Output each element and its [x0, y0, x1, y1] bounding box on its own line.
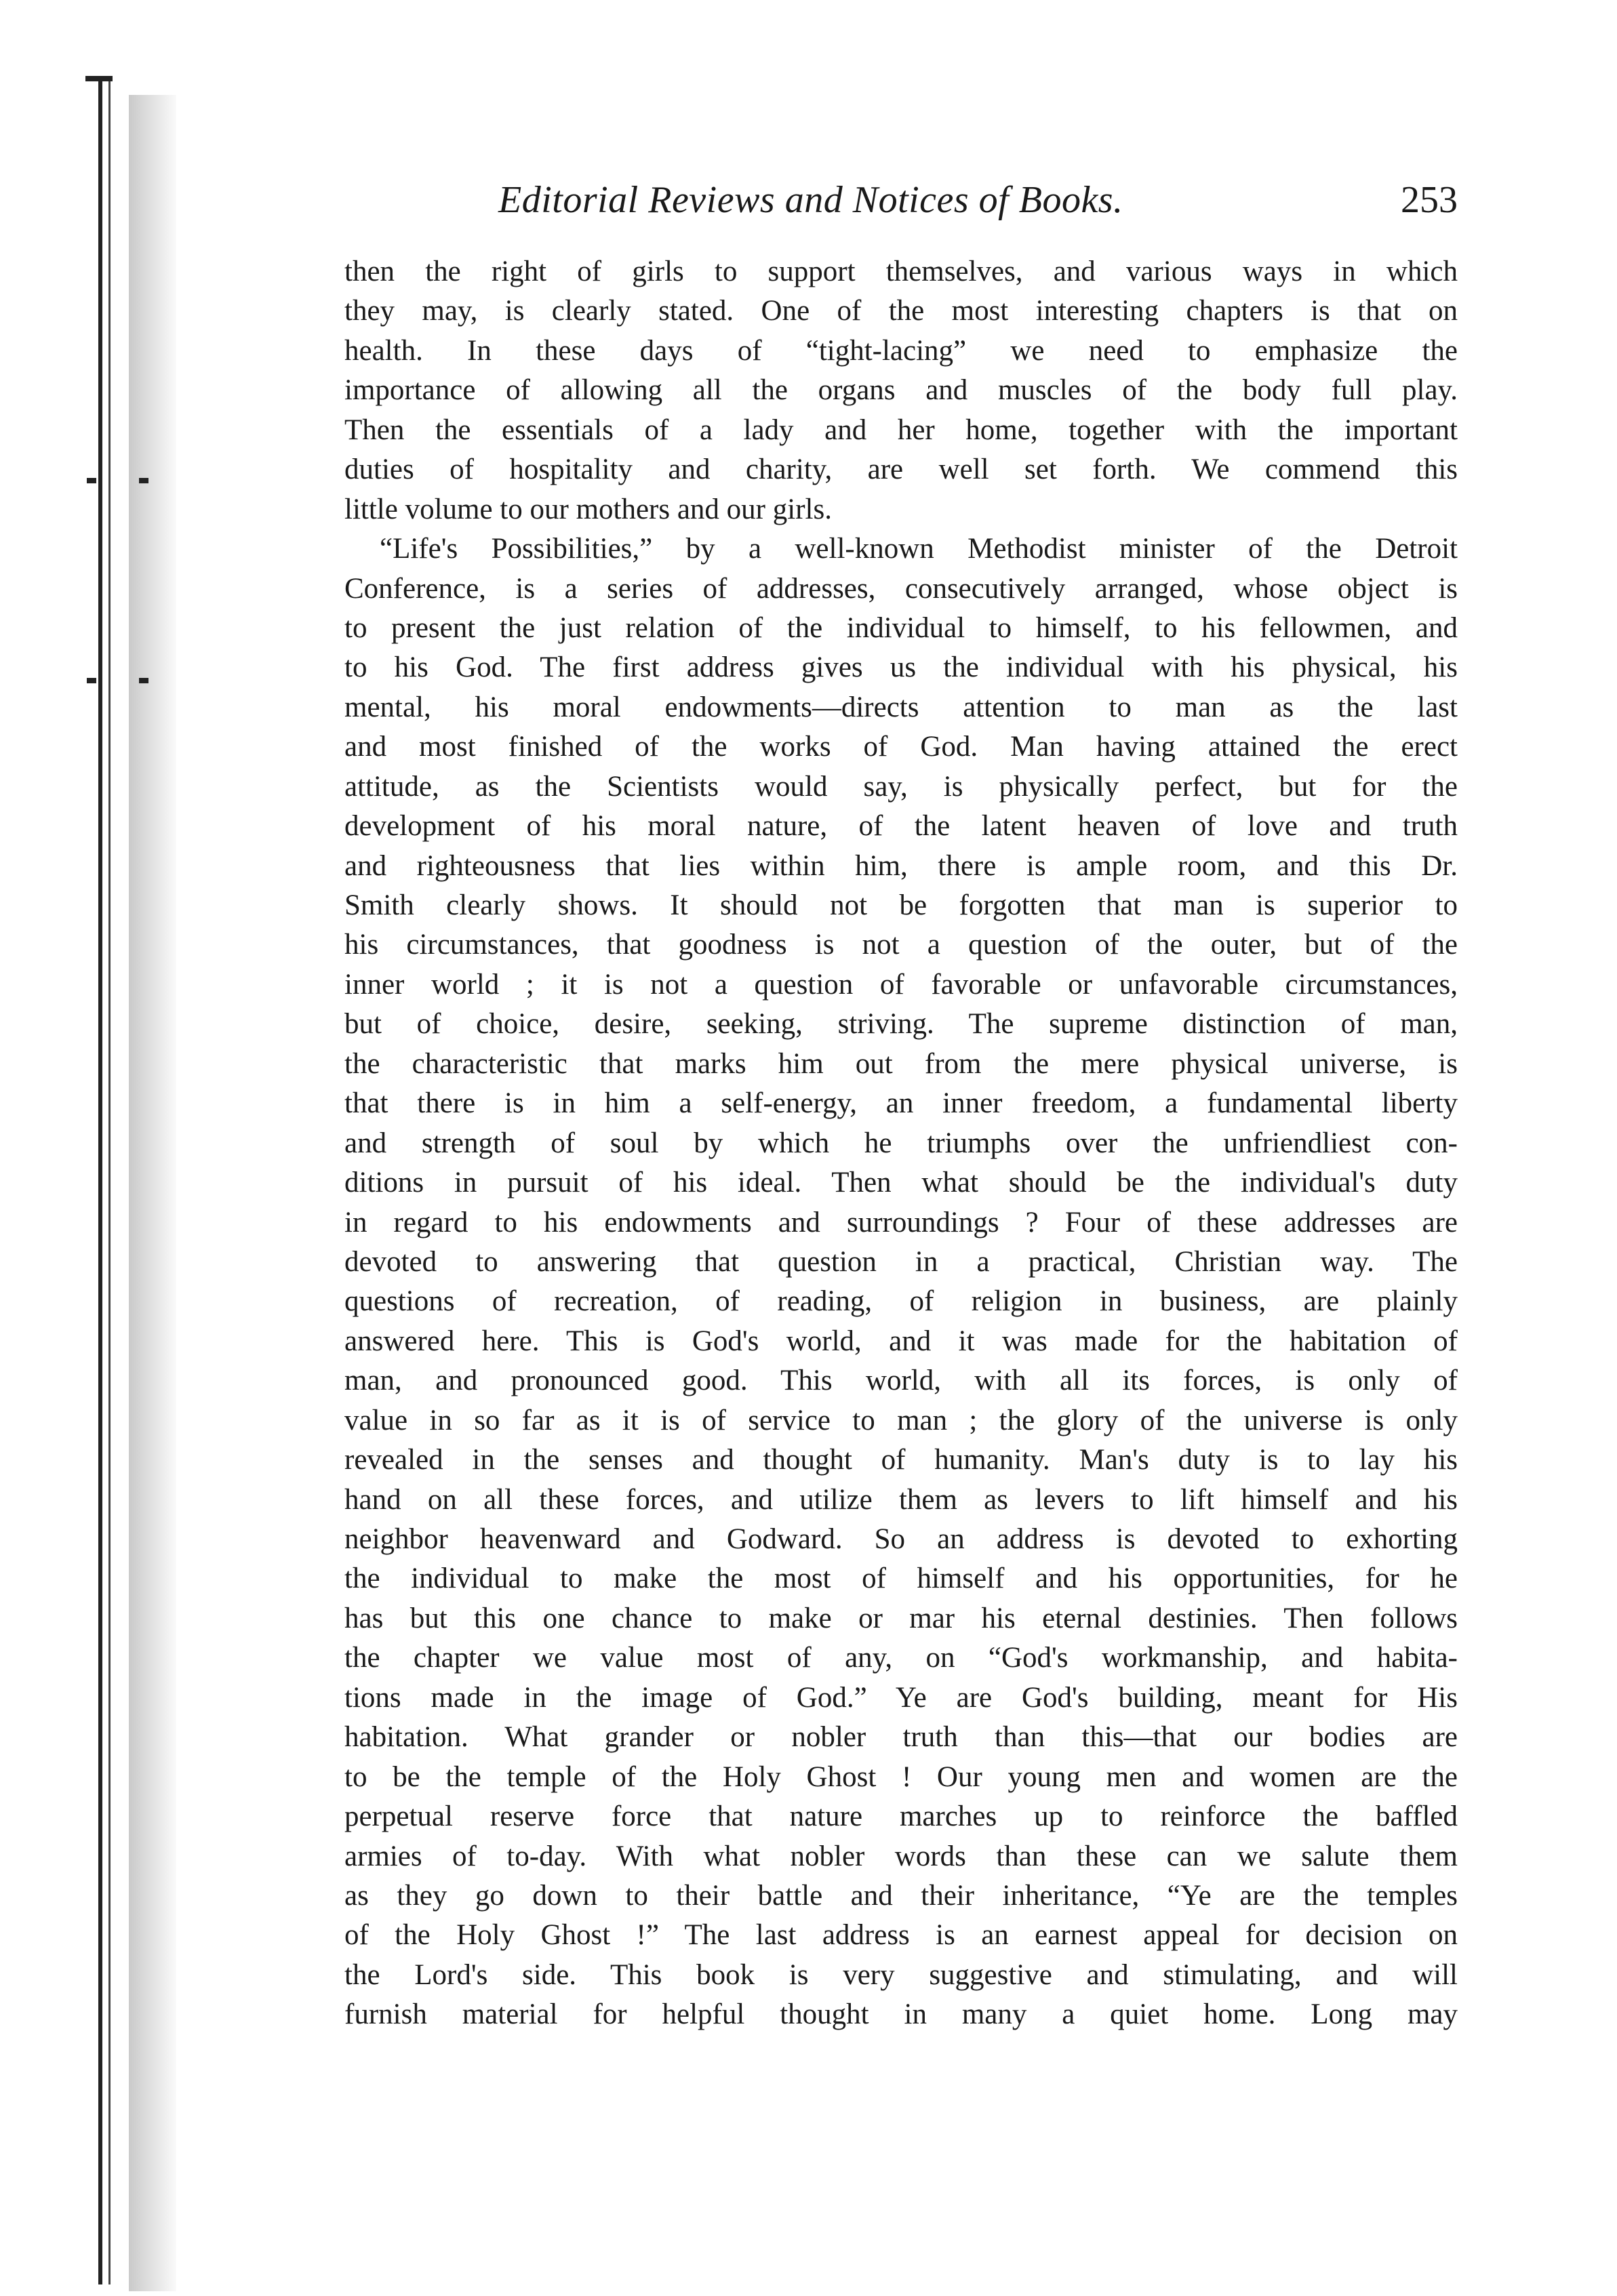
text-line: the individual to make the most of himself and his opportunities, for he: [344, 1563, 1458, 1595]
text-line: ditions in pursuit of his ideal. Then what should be the individual's duty: [344, 1167, 1458, 1199]
text-line: revealed in the senses and thought of humanity. Man's duty is to lay his: [344, 1444, 1458, 1476]
text-line: to his God. The first address gives us the individual with his physical, his: [344, 651, 1458, 684]
text-line: furnish material for helpful thought in many a quiet home. Long may: [344, 1998, 1458, 2031]
binding-edge-line: [98, 81, 102, 2284]
text-line: the Lord's side. This book is very suggestive and stimulating, and will: [344, 1958, 1458, 1991]
text-line: duties of hospitality and charity, are well set forth. We commend this: [344, 454, 1458, 486]
text-line: answered here. This is God's world, and it was made for the habitation of: [344, 1325, 1458, 1357]
binding-mark: [87, 678, 96, 683]
body-text: [344, 252, 1458, 2035]
text-line: hand on all these forces, and utilize them as levers to lift himself and his: [344, 1483, 1458, 1516]
text-line: but of choice, desire, seeking, striving. The supreme distinction of man,: [344, 1008, 1458, 1041]
text-line: his circumstances, that goodness is not a question of the outer, but of the: [344, 929, 1458, 961]
text-line: and righteousness that lies within him, there is ample room, and this Dr.: [344, 849, 1458, 882]
text-line: Then the essentials of a lady and her home, together with the important: [344, 414, 1458, 446]
binding-edge-cap: [85, 76, 113, 81]
text-line: man, and pronounced good. This world, with all its forces, is only of: [344, 1365, 1458, 1397]
binding-mark: [87, 478, 96, 483]
text-line: of the Holy Ghost !” The last address is an earnest appeal for decision on: [344, 1919, 1458, 1952]
text-line: the characteristic that marks him out from the mere physical universe, is: [344, 1047, 1458, 1080]
text-line: armies of to-day. With what nobler words than these can we salute them: [344, 1840, 1458, 1872]
text-line: has but this one chance to make or mar his eternal destinies. Then follows: [344, 1602, 1458, 1634]
text-line: the chapter we value most of any, on “God's workmanship, and habita-: [344, 1642, 1458, 1674]
text-line: importance of allowing all the organs and muscles of the body full play.: [344, 374, 1458, 407]
text-line: then the right of girls to support themselves, and various ways in which: [344, 256, 1458, 287]
running-title: Editorial Reviews and Notices of Books.: [498, 179, 1123, 221]
text-line: to present the just relation of the individual to himself, to his fellowmen, and: [344, 611, 1458, 644]
page-number: 253: [1401, 179, 1458, 221]
text-line: Smith clearly shows. It should not be forgotten that man is superior to: [344, 889, 1458, 921]
text-line: “Life's Possibilities,” by a well-known Methodist minister of the Detroit: [380, 533, 1458, 565]
binding-mark: [139, 678, 148, 683]
text-line: and strength of soul by which he triumphs over the unfriendliest con-: [344, 1127, 1458, 1159]
running-header: [339, 173, 1458, 227]
text-line: tions made in the image of God.” Ye are God's building, meant for His: [344, 1681, 1458, 1714]
text-line: to be the temple of the Holy Ghost ! Our young men and women are the: [344, 1760, 1458, 1793]
text-line: mental, his moral endowments—directs attention to man as the last: [344, 691, 1458, 723]
text-line: devoted to answering that question in a practical, Christian way. The: [344, 1245, 1458, 1278]
text-line: value in so far as it is of service to man ; the glory of the universe is only: [344, 1404, 1458, 1436]
text-line: as they go down to their battle and their inheritance, “Ye are the temples: [344, 1879, 1458, 1912]
text-line: habitation. What grander or nobler truth than this—that our bodies are: [344, 1721, 1458, 1754]
text-line: they may, is clearly stated. One of the most interesting chapters is that on: [344, 295, 1458, 327]
binding-edge-line-inner: [108, 81, 111, 2284]
binding-mark: [139, 478, 148, 483]
text-line: that there is in him a self-energy, an inner freedom, a fundamental liberty: [344, 1087, 1458, 1120]
text-line: and most finished of the works of God. Man having attained the erect: [344, 731, 1458, 763]
binding-shadow: [129, 95, 176, 2291]
text-line: health. In these days of “tight-lacing” we need to emphasize the: [344, 334, 1458, 367]
text-line: Conference, is a series of addresses, consecutively arranged, whose object is: [344, 572, 1458, 605]
text-line: perpetual reserve force that nature marches up to reinforce the baffled: [344, 1800, 1458, 1833]
text-line: inner world ; it is not a question of favorable or unfavorable circumstances,: [344, 968, 1458, 1001]
text-line: questions of recreation, of reading, of religion in business, are plainly: [344, 1285, 1458, 1318]
text-line: neighbor heavenward and Godward. So an address is devoted to exhorting: [344, 1523, 1458, 1555]
text-line: in regard to his endowments and surroundings ? Four of these addresses are: [344, 1206, 1458, 1238]
text-line: little volume to our mothers and our girls.: [344, 493, 832, 525]
text-line: attitude, as the Scientists would say, is physically perfect, but for the: [344, 770, 1458, 803]
text-line: development of his moral nature, of the latent heaven of love and truth: [344, 810, 1458, 843]
